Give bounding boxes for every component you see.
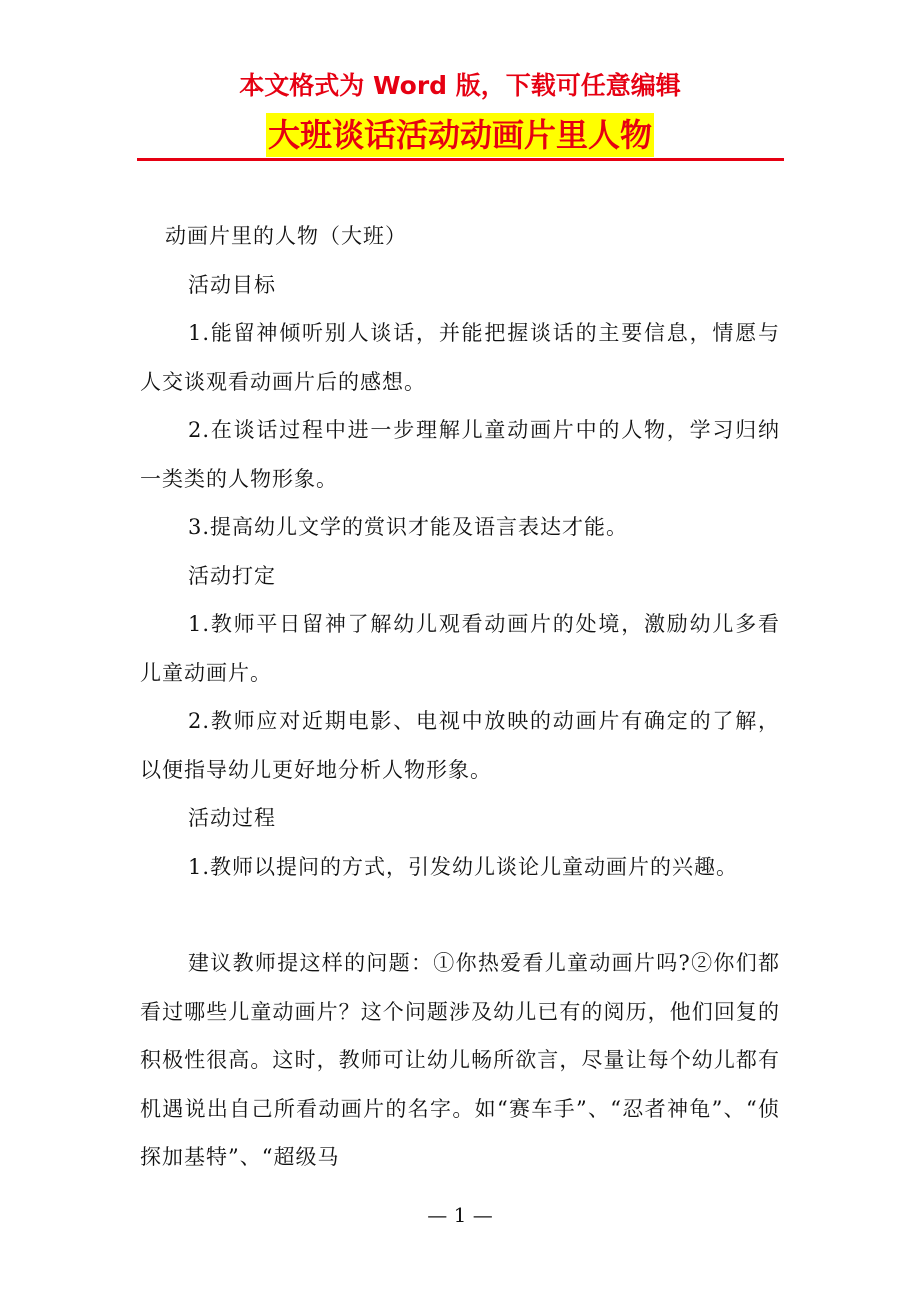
page-number: — 1 — xyxy=(427,1203,493,1227)
goal-item-2: 2.在谈话过程中进一步理解儿童动画片中的人物，学习归纳一类类的人物形象。 xyxy=(140,418,780,491)
heading-activity-goals: 活动目标 xyxy=(188,272,276,297)
teacher-suggestion-paragraph: 建议教师提这样的问题：①你热爱看儿童动画片吗?②你们都看过哪些儿童动画片？这个问题涉及幼儿已有的阅历，他们回复的积极性很高。这时，教师可让幼儿畅所欲言，尽量让每个幼儿都有机遇说出自己所看动画片的名字。如“赛车手”、“忍者神龟”、“侦探加基特”、“超级马 xyxy=(140,951,780,1169)
heading-activity-preparation: 活动打定 xyxy=(188,563,276,588)
goal-item-1: 1.能留神倾听别人谈话，并能把握谈话的主要信息，情愿与人交谈观看动画片后的感想。 xyxy=(140,321,780,394)
title-divider xyxy=(137,158,784,161)
heading-activity-process: 活动过程 xyxy=(188,806,276,830)
preparation-item-1: 1.教师平日留神了解幼儿观看动画片的处境，激励幼儿多看儿童动画片。 xyxy=(140,612,780,685)
document-body xyxy=(140,212,780,1182)
title-container xyxy=(0,113,920,157)
download-notice-banner: 本文格式为 Word 版，下载可任意编辑 xyxy=(239,71,681,100)
paragraph-gap xyxy=(140,891,780,939)
document-title: 大班谈话活动动画片里人物 xyxy=(266,113,654,157)
goal-item-3: 3.提高幼儿文学的赏识才能及语言表达才能。 xyxy=(188,515,629,539)
preparation-item-2: 2.教师应对近期电影、电视中放映的动画片有确定的了解，以便指导幼儿更好地分析人物形象。 xyxy=(140,709,780,782)
process-item-1: 1.教师以提问的方式，引发幼儿谈论儿童动画片的兴趣。 xyxy=(188,854,739,879)
section-subtitle: 动画片里的人物（大班） xyxy=(165,224,407,248)
